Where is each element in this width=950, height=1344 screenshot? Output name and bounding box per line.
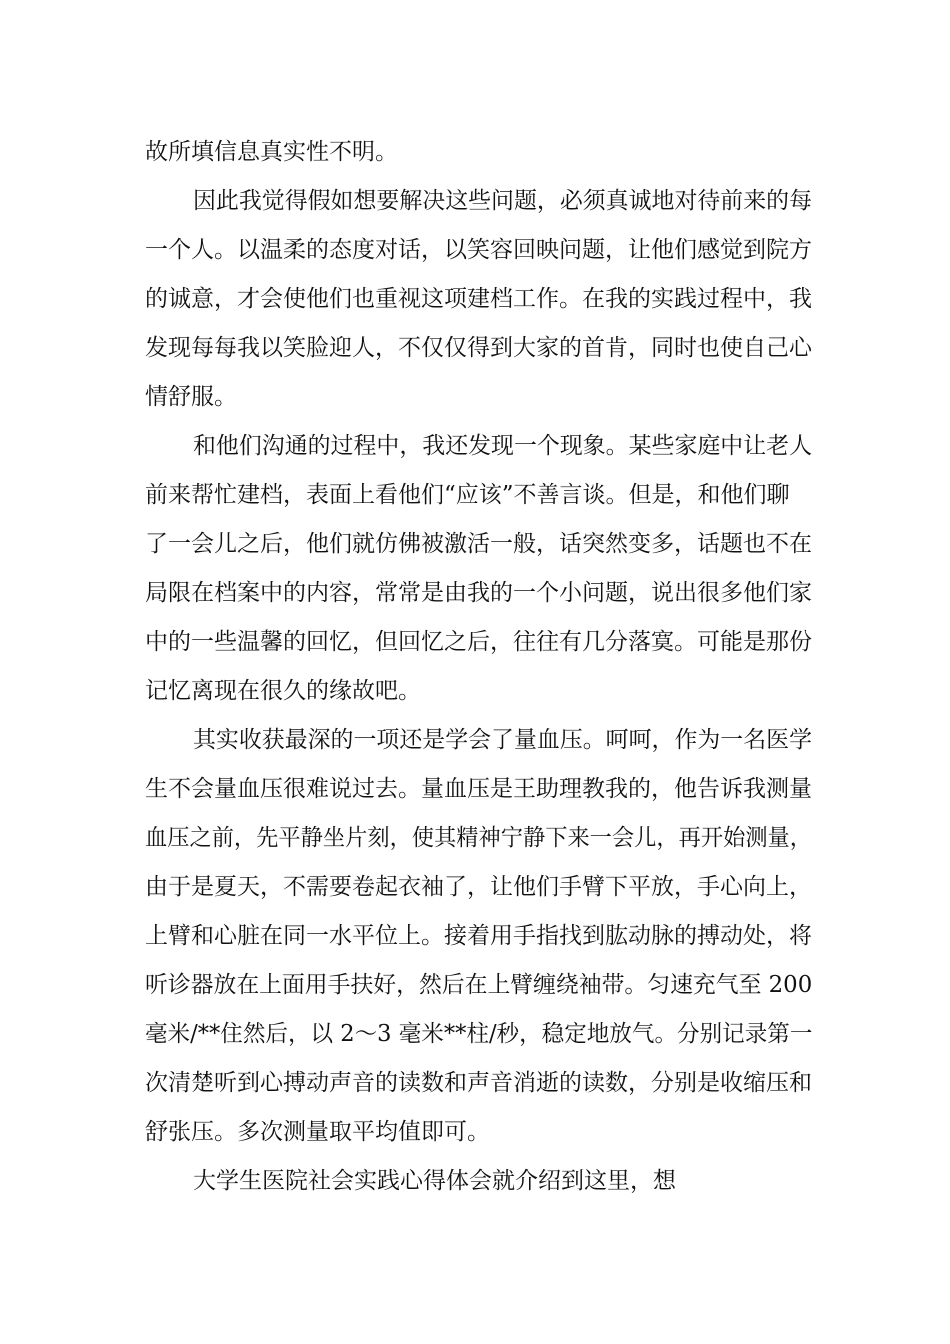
paragraph-first-line: 和他们沟通的过程中，我还发现一个现象。某些家庭中让老人 (193, 433, 813, 459)
paragraph-first-line: 大学生医院社会实践心得体会就介绍到这里，想 (193, 1168, 676, 1194)
text-line: 生不会量血压很难说过去。量血压是王助理教我的，他告诉我测量 (145, 776, 812, 802)
text-line: 了一会儿之后，他们就仿佛被激活一般，话突然变多，话题也不在 (145, 531, 812, 557)
text-line: 情舒服。 (145, 384, 237, 410)
text-line: 的诚意，才会使他们也重视这项建档工作。在我的实践过程中，我 (145, 286, 812, 312)
paragraph-first-line: 因此我觉得假如想要解决这些问题，必须真诚地对待前来的每 (193, 188, 813, 214)
text-line: 一个人。以温柔的态度对话，以笑容回映问题，让他们感觉到院方 (145, 237, 812, 263)
text-line: 故所填信息真实性不明。 (145, 139, 398, 165)
text-line: 毫米/**住然后，以 2～3 毫米**柱/秒，稳定地放气。分别记录第一 (145, 1021, 813, 1047)
text-line: 舒张压。多次测量取平均值即可。 (145, 1119, 490, 1145)
text-line: 由于是夏天，不需要卷起衣袖了，让他们手臂下平放，手心向上， (145, 874, 812, 900)
text-line: 听诊器放在上面用手扶好，然后在上臂缠绕袖带。匀速充气至 200 (145, 972, 813, 998)
text-line: 次清楚听到心搏动声音的读数和声音消逝的读数，分别是收缩压和 (145, 1070, 812, 1096)
text-line: 血压之前，先平静坐片刻，使其精神宁静下来一会儿，再开始测量， (145, 825, 813, 851)
text-line: 中的一些温馨的回忆，但回忆之后，往往有几分落寞。可能是那份 (145, 629, 812, 655)
text-line: 上臂和心脏在同一水平位上。接着用手指找到肱动脉的搏动处，将 (145, 923, 812, 949)
text-line: 前来帮忙建档，表面上看他们“应该”不善言谈。但是，和他们聊 (145, 482, 790, 508)
text-line: 局限在档案中的内容，常常是由我的一个小问题，说出很多他们家 (145, 580, 812, 606)
text-line: 发现每每我以笑脸迎人，不仅仅得到大家的首肯，同时也使自己心 (145, 335, 812, 361)
paragraph-first-line: 其实收获最深的一项还是学会了量血压。呵呵，作为一名医学 (193, 727, 813, 753)
text-line: 记忆离现在很久的缘故吧。 (145, 678, 421, 704)
